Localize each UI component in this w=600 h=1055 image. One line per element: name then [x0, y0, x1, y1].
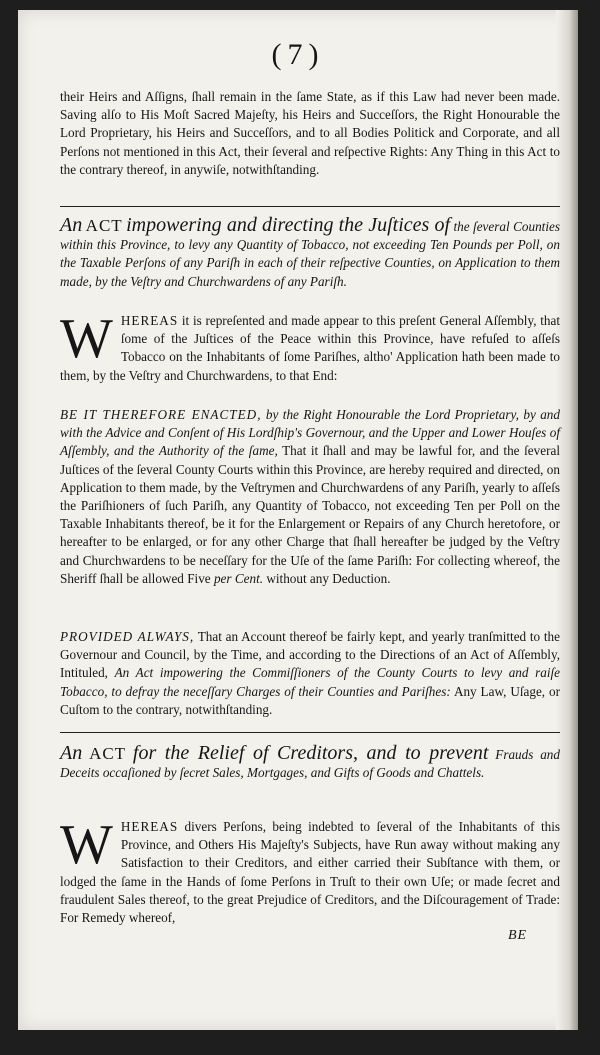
document-page: [18, 10, 578, 1030]
act1-proviso-text: That an Account thereof be fairly kept, and yearly tranſmitted to the Governour and Council, by the Time, and according to the Directions of an Act of Aſſembly, Intituled,: [60, 629, 560, 681]
catchword: BE: [508, 928, 528, 943]
section-divider: [60, 206, 560, 207]
act1-whereas-text: it is repreſented and made appear to this preſent General Aſſembly, that ſome of the Juſtices of the Peace within this Province, have refuſed to aſſeſs Tobacco on the Inhabitants of ſome Pariſhes, altho' Application hath been made to them, by the Veſtry and Churchwardens, to that End:: [60, 313, 561, 383]
act2-whereas-caps: HEREAS: [120, 819, 179, 834]
act1-title-lead: An: [60, 214, 83, 236]
act2-title-main: for the Relief of Creditors, and to prevent: [132, 742, 489, 764]
act1-title-main: impowering and directing the Juſtices of: [126, 214, 451, 236]
act1-title-act: ACT: [85, 216, 123, 235]
act1-enact-text: That it ſhall and may be lawful for, and the ſeveral Juſtices of the ſeveral County Courts within this Province, are hereby required and directed, on Application to them made, by the Veſtrymen and Churchwardens of any Pariſh, yearly to aſſeſs the Pariſhioners of ſuch Pariſh, any Quantity of Tobacco, not exceeding Ten per Poll on the Taxable Inhabitants thereof, be it for the Enlargement or Repairs of any Church heretofore, or hereafter to be enlarged, or for any other Charge that ſhall hereafter be judged by the Veſtry and Churchwardens to be neceſſary for the Uſe of the ſame Pariſh: For collecting whereof, the Sheriff ſhall be allowed Five: [60, 443, 560, 586]
act1-per-cent: per Cent.: [213, 570, 264, 586]
act2-drop-cap: W: [60, 814, 113, 876]
act1-enact-caps: BE IT THEREFORE ENACTED,: [60, 407, 262, 422]
act2-title: [60, 744, 560, 782]
act1-title: [60, 216, 560, 291]
act1-enact-italic: by the Right Honourable the Lord Proprietary, by and with the Advice and Conſent of His Lordſhip's Governour, and the Upper and Lower Houſes of Aſſembly, and the Authority of the ſame,: [60, 407, 560, 459]
act2-whereas-paragraph: [60, 814, 560, 927]
section-divider: [60, 732, 560, 733]
act2-title-rest: Frauds and Deceits occaſioned by ſecret Sales, Mortgages, and Gifts of Goods and Chattels.: [60, 747, 560, 781]
act2-title-lead: An: [60, 742, 83, 764]
act1-drop-cap: W: [60, 308, 113, 370]
act2-title-act: ACT: [89, 744, 127, 763]
act1-title-rest: the ſeveral Counties within this Province, to levy any Quantity of Tobacco, not exceeding Ten Pounds per Poll, on the Taxable Perſons of any Pariſh in each of their reſpective Counties, on Application to them made, by the Veſtry and Churchwardens of any Pariſh.: [60, 219, 560, 289]
act1-proviso-italic: An Act impowering the Commiſſioners of the County Courts to levy and raiſe Tobacco, to defray the neceſſary Charges of their Counties and Pariſhes:: [60, 665, 561, 699]
act1-enacting-paragraph: [60, 406, 560, 588]
act1-proviso-paragraph: [60, 628, 560, 719]
page-number: (7): [271, 38, 325, 71]
act1-whereas-caps: HEREAS: [120, 313, 179, 328]
act1-proviso-caps: PROVIDED ALWAYS,: [60, 629, 195, 644]
act2-whereas-text: divers Perſons, being indebted to ſeveral of the Inhabitants of this Province, and Others His Majeſty's Subjects, have Run away without making any Satisfaction to their Creditors, and either carried their Subſtance with them, or lodged the ſame in the Hands of ſome Perſons in Truſt to their own Uſe; or made ſecret and fraudulent Sales thereof, to the great Prejudice of Creditors, and the Diſcouragement of Trade: For Remedy whereof,: [60, 819, 560, 926]
act1-whereas-paragraph: [60, 308, 561, 385]
act1-enact-end: without any Deduction.: [266, 570, 391, 586]
continuation-paragraph: their Heirs and Aſſigns, ſhall remain in the ſame State, as if this Law had never been made. Saving alſo to His Moſt Sacred Majeſty, his Heirs and Succeſſors, the Right Honourable the Lord Proprietary, his Heirs and Succeſſors, and to all Bodies Politick and Corporate, and all Perſons not mentioned in this Act, their ſeveral and reſpective Rights: Any Thing in this Act to the contrary thereof, in anywiſe, notwithſtanding.: [60, 89, 560, 177]
act1-proviso-end: Any Law, Uſage, or Cuſtom to the contrary, notwithſtanding.: [60, 683, 560, 717]
